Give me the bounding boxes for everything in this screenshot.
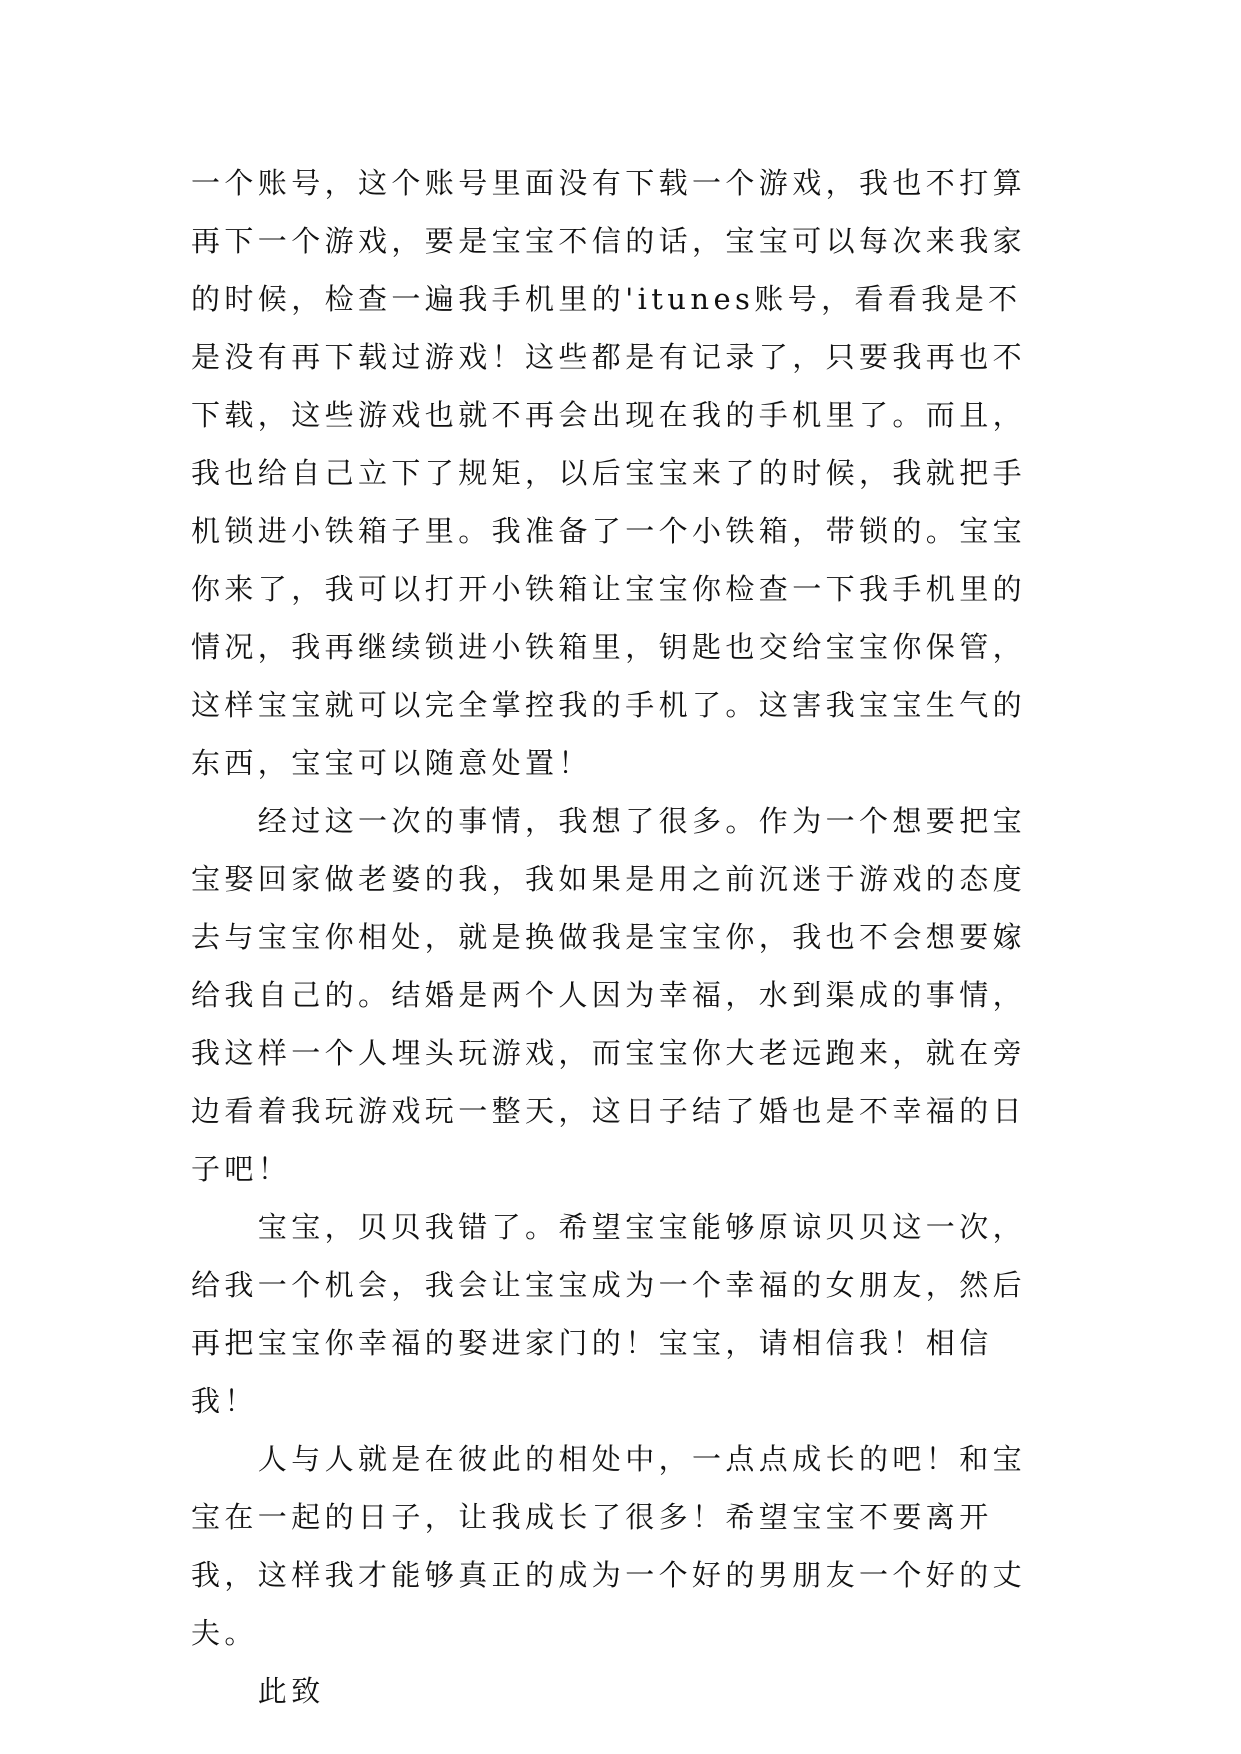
paragraph-3: 宝宝，贝贝我错了。希望宝宝能够原谅贝贝这一次，给我一个机会，我会让宝宝成为一个幸福的女朋友，然后再把宝宝你幸福的娶进家门的！宝宝，请相信我！相信我！ xyxy=(191,1210,1027,1418)
paragraph-1: 一个账号，这个账号里面没有下载一个游戏，我也不打算再下一个游戏，要是宝宝不信的话，宝宝可以每次来我家的时候，检查一遍我手机里的'itunes账号，看看我是不是没有再下载过游戏！这些都是有记录了，只要我再也不下载，这些游戏也就不再会出现在我的手机里了。而且，我也给自己立下了规矩，以后宝宝来了的时候，我就把手机锁进小铁箱子里。我准备了一个小铁箱，带锁的。宝宝你来了，我可以打开小铁箱让宝宝你检查一下我手机里的情况，我再继续锁进小铁箱里，钥匙也交给宝宝你保管，这样宝宝就可以完全掌控我的手机了。这害我宝宝生气的东西，宝宝可以随意处置！ xyxy=(191,166,1027,780)
closing-salutation: 此致 xyxy=(191,1674,325,1708)
letter-body xyxy=(191,154,1051,1720)
paragraph-4: 人与人就是在彼此的相处中，一点点成长的吧！和宝宝在一起的日子，让我成长了很多！希望宝宝不要离开我，这样我才能够真正的成为一个好的男朋友一个好的丈夫。 xyxy=(191,1442,1027,1650)
paragraph-2: 经过这一次的事情，我想了很多。作为一个想要把宝宝娶回家做老婆的我，我如果是用之前沉迷于游戏的态度去与宝宝你相处，就是换做我是宝宝你，我也不会想要嫁给我自己的。结婚是两个人因为幸福，水到渠成的事情，我这样一个人埋头玩游戏，而宝宝你大老远跑来，就在旁边看着我玩游戏玩一整天，这日子结了婚也是不幸福的日子吧！ xyxy=(191,804,1027,1186)
